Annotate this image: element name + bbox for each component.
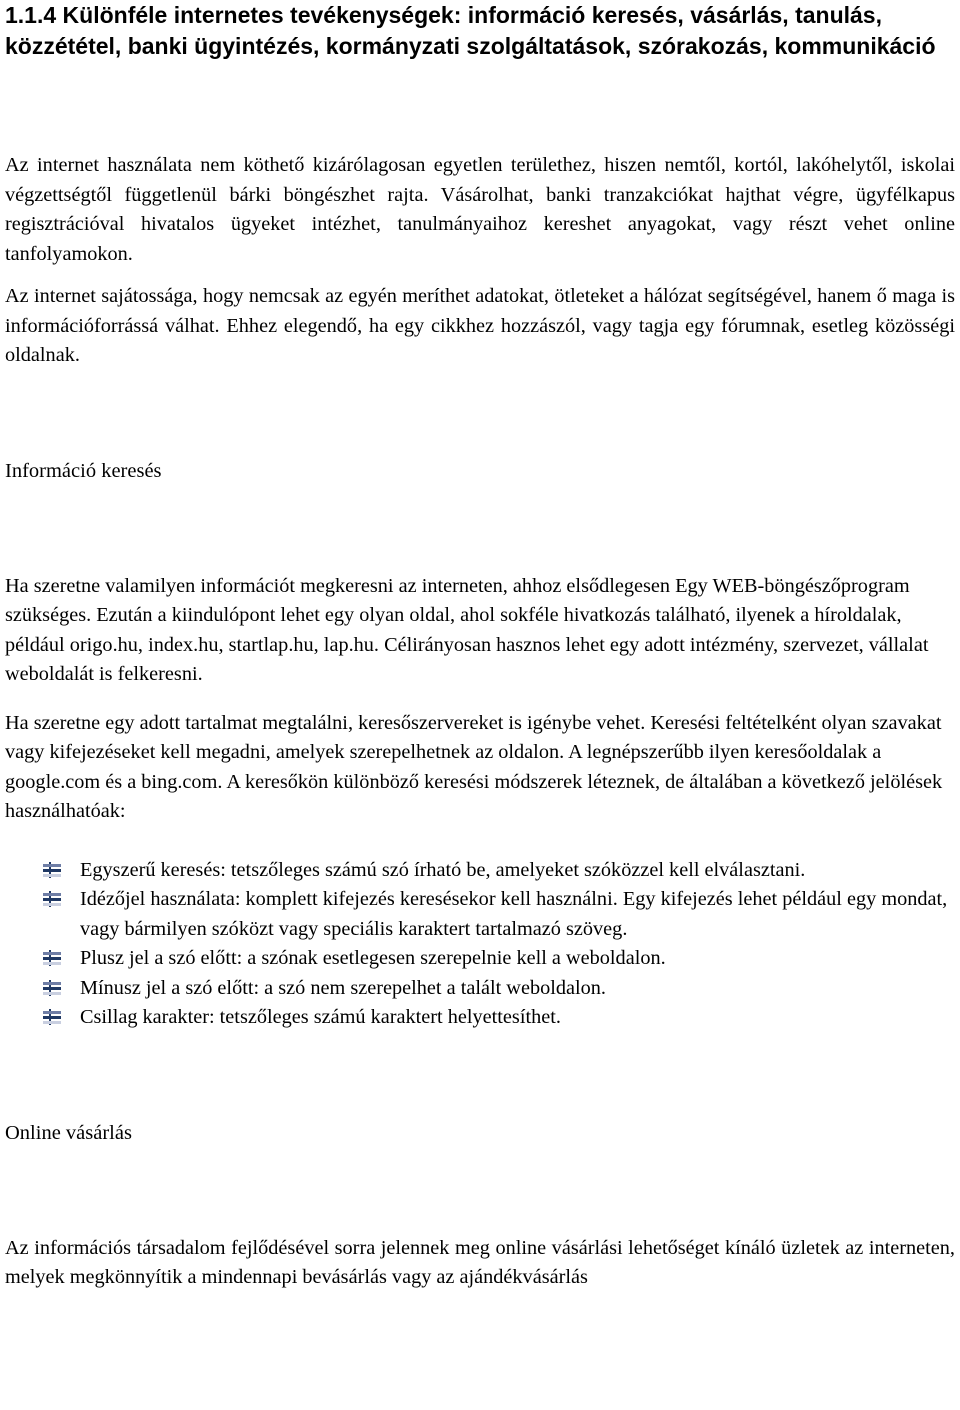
section-heading: 1.1.4 Különféle internetes tevékenységek: információ keresés, vásárlás, tanulás, közzététel, banki ügyintézés, kormányzati szolgáltatások, szórakozás, kommunikáció [5, 2, 936, 59]
stacked-bars-bullet-icon [43, 891, 63, 907]
document-page [5, 0, 955, 1293]
list-item [5, 974, 955, 1004]
stacked-bars-bullet-icon [43, 1009, 63, 1025]
intro-paragraph-2: Az internet sajátossága, hogy nemcsak az egyén meríthet adatokat, ötleteket a hálózat segítségével, hanem ő maga is információforrássá válhat. Ehhez elegendő, ha egy cikkhez hozzászól, vagy tagja egy fórumnak, esetleg közösségi oldalnak. [5, 285, 955, 366]
search-methods-list [5, 856, 955, 1033]
list-item-text: Egyszerű keresés: tetszőleges számú szó írható be, amelyeket szóközzel kell elválasztani. [80, 858, 806, 881]
list-item-text: Plusz jel a szó előtt: a szónak esetlegesen szerepelnie kell a weboldalon. [80, 947, 666, 969]
intro-paragraph-1: Az internet használata nem köthető kizárólagosan egyetlen területhez, hiszen nemtől, kortól, lakóhelytől, iskolai végzettségtől függetlenül bárki böngészhet rajta. Vásárolhat, banki tranzakciókat hajthat végre, ügyfélkapus regisztrációval hivatalos ügyeket intézhet, tanulmányaihoz kereshet anyagokat, vagy részt vehet online tanfolyamokon. [5, 154, 955, 265]
list-item [5, 885, 955, 944]
stacked-bars-bullet-icon [43, 950, 63, 966]
list-item-text: Csillag karakter: tetszőleges számú karaktert helyettesíthet. [80, 1006, 561, 1028]
list-item-text: Mínusz jel a szó előtt: a szó nem szerepelhet a talált weboldalon. [80, 976, 607, 999]
list-item [5, 944, 955, 974]
list-item-text: Idézőjel használata: komplett kifejezés keresésekor kell használni. Egy kifejezés lehet például egy mondat, vagy bármilyen szóközt vagy speciális karaktert tartalmazó szöveg. [80, 888, 948, 940]
online-shopping-paragraph-1: Az információs társadalom fejlődésével sorra jelennek meg online vásárlási lehetőséget kínáló üzletek az interneten, melyek megkönnyítik a mindennapi bevásárlás vagy az ajándékvásárlás [5, 1236, 955, 1288]
list-item [5, 1003, 955, 1033]
stacked-bars-bullet-icon [43, 862, 63, 878]
online-shopping-title: Online vásárlás [5, 1121, 132, 1144]
info-search-paragraph-2: Ha szeretne egy adott tartalmat megtalálni, keresőszervereket is igénybe vehet. Keresési feltételként olyan szavakat vagy kifejezéseket kell megadni, amelyek szerepelhetnek az oldalon. A legnépszerűbb ilyen keresőoldalak a google.com és a bing.com. A keresőkön különböző keresési módszerek léteznek, de általában a következő jelölések használhatóak: [5, 711, 943, 822]
info-search-title: Információ keresés [5, 459, 162, 482]
stacked-bars-bullet-icon [43, 980, 63, 996]
list-item [5, 856, 955, 886]
info-search-paragraph-1: Ha szeretne valamilyen információt megkeresni az interneten, ahhoz elsődlegesen Egy WEB-böngészőprogram szükséges. Ezután a kiindulópont lehet egy olyan oldal, ahol sokféle hivatkozás található, ilyenek a híroldalak, például origo.hu, index.hu, startlap.hu, lap.hu. Célirányosan hasznos lehet egy adott intézmény, szervezet, vállalat weboldalát is felkeresni. [5, 574, 929, 685]
